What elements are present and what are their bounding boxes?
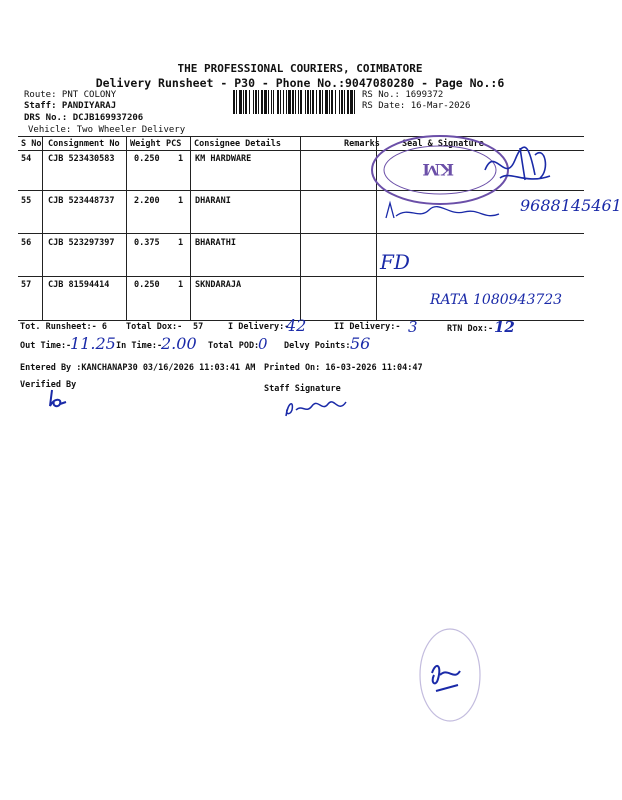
barcode-bar xyxy=(243,90,244,114)
row-weight: 0.250 xyxy=(134,280,160,290)
barcode-bar xyxy=(316,90,317,114)
ii-delivery-label: II Delivery:- xyxy=(334,322,401,332)
row-consignee: SKNDARAJA xyxy=(195,280,242,290)
col-seal-signature: Seal & Signature xyxy=(402,139,484,149)
row-weight: 0.375 xyxy=(134,238,160,248)
rs-date: RS Date: 16-Mar-2026 xyxy=(362,101,471,111)
barcode-bar xyxy=(271,90,272,114)
row-consignee: KM HARDWARE xyxy=(195,154,252,164)
drs-number: DRS No.: DCJB169937206 xyxy=(24,113,144,123)
barcode-bar xyxy=(245,90,247,114)
runsheet-subtitle: Delivery Runsheet - P30 - Phone No.:9047080280 - Page No.:6 xyxy=(95,76,505,90)
delvy-points-label: Delvy Points: xyxy=(284,341,351,351)
barcode-bar xyxy=(341,90,343,114)
barcode-bar xyxy=(344,90,345,114)
barcode-bar xyxy=(329,90,330,114)
tot-runsheet: Tot. Runsheet:- 6 xyxy=(20,322,107,332)
barcode-bar xyxy=(273,90,274,114)
row-consignment: CJB 523448737 xyxy=(48,196,115,206)
row-pcs: 1 xyxy=(178,154,184,164)
barcode-bar xyxy=(277,90,279,114)
row-sno: 56 xyxy=(21,238,32,248)
col-consignee: Consignee Details xyxy=(194,139,281,149)
in-time-value: 2.00 xyxy=(161,334,197,353)
verified-by-label: Verified By xyxy=(20,380,77,390)
row-pcs: 1 xyxy=(178,280,184,290)
staff-signature-label: Staff Signature xyxy=(264,384,341,394)
rs-number: RS No.: 1699372 xyxy=(362,90,444,100)
staff-label: Staff: PANDIYARAJ xyxy=(24,101,117,111)
i-delivery-value: 42 xyxy=(286,316,307,335)
barcode-bar xyxy=(283,90,284,114)
barcode-bar xyxy=(249,90,250,114)
col-consignment: Consignment No xyxy=(48,139,120,149)
out-time-label: Out Time:- xyxy=(20,341,72,351)
barcode-bar xyxy=(280,90,281,114)
route-label: Route: PNT COLONY xyxy=(24,90,117,100)
row-pcs: 1 xyxy=(178,238,184,248)
barcode-bar xyxy=(258,90,259,114)
col-weight: Weight xyxy=(130,139,161,149)
row-consignee: BHARATHI xyxy=(195,238,236,248)
barcode-bar xyxy=(236,90,237,114)
row-consignment: CJB 81594414 xyxy=(48,280,110,290)
barcode-bar xyxy=(295,90,296,114)
row-weight: 2.200 xyxy=(134,196,160,206)
entered-by: Entered By :KANCHANAP30 03/16/2026 11:03:41 AM xyxy=(20,363,256,373)
rtn-dox-value: 12 xyxy=(494,318,515,336)
col-sno: S No xyxy=(21,139,42,149)
staff-signature-scribble xyxy=(282,396,352,422)
barcode-bar xyxy=(255,90,257,114)
barcode-bar xyxy=(305,90,306,114)
barcode-bar xyxy=(233,90,235,114)
col-pcs: PCS xyxy=(166,139,182,149)
barcode-bar xyxy=(331,90,333,114)
barcode-bar xyxy=(319,90,321,114)
svg-text:KM: KM xyxy=(422,160,454,179)
total-pod-value: 0 xyxy=(258,335,268,353)
handwritten-remark-row56: FD xyxy=(380,250,410,274)
row-consignment: CJB 523297397 xyxy=(48,238,115,248)
barcode-bar xyxy=(292,90,294,114)
rtn-dox-label: RTN Dox:- xyxy=(447,324,494,334)
total-dox-value: 57 xyxy=(193,322,204,332)
i-delivery-label: I Delivery:- xyxy=(228,322,290,332)
row-pcs: 1 xyxy=(178,196,184,206)
barcode-bar xyxy=(339,90,340,114)
barcode-bar xyxy=(264,90,267,114)
row-sno: 54 xyxy=(21,154,32,164)
barcode-bar xyxy=(310,90,311,114)
row-sno: 57 xyxy=(21,280,32,290)
vehicle-label: Vehicle: Two Wheeler Delivery xyxy=(28,125,186,135)
barcode-bar xyxy=(347,90,349,114)
barcode-bar xyxy=(350,90,353,114)
row-consignee: DHARANI xyxy=(195,196,231,206)
barcode-bar xyxy=(307,90,309,114)
handwritten-phone-row55: 9688145461 xyxy=(520,196,622,215)
barcode-bar xyxy=(322,90,323,114)
barcode-bar xyxy=(288,90,291,114)
company-title: THE PROFESSIONAL COURIERS, COIMBATORE xyxy=(177,62,423,75)
signature-scribble-row54 xyxy=(480,140,560,190)
signature-scribble-row55 xyxy=(384,198,504,228)
row-weight: 0.250 xyxy=(134,154,160,164)
in-time-label: In Time:- xyxy=(116,341,163,351)
barcode-bar xyxy=(298,90,299,114)
barcode-bar xyxy=(239,90,242,114)
barcode-bar xyxy=(253,90,254,114)
barcode-bar xyxy=(354,90,355,114)
handwritten-phone-row57: RATA 1080943723 xyxy=(430,292,563,308)
barcode-bar xyxy=(268,90,269,114)
barcode-bar xyxy=(325,90,328,114)
row-consignment: CJB 523430583 xyxy=(48,154,115,164)
col-remarks: Remarks xyxy=(344,139,380,149)
total-dox-label: Total Dox:- xyxy=(126,322,183,332)
delvy-points-value: 56 xyxy=(350,334,371,353)
barcode-bar xyxy=(312,90,314,114)
barcode xyxy=(233,90,357,114)
barcode-bar xyxy=(335,90,336,114)
verified-signature xyxy=(44,388,74,412)
barcode-bar xyxy=(286,90,287,114)
barcode-bar xyxy=(300,90,302,114)
total-pod-label: Total POD: xyxy=(208,341,260,351)
printed-on: Printed On: 16-03-2026 11:04:47 xyxy=(264,363,423,373)
round-stamp xyxy=(410,625,490,725)
ii-delivery-value: 3 xyxy=(408,318,418,336)
barcode-bar xyxy=(261,90,263,114)
row-sno: 55 xyxy=(21,196,32,206)
out-time-value: 11.25 xyxy=(70,334,116,353)
